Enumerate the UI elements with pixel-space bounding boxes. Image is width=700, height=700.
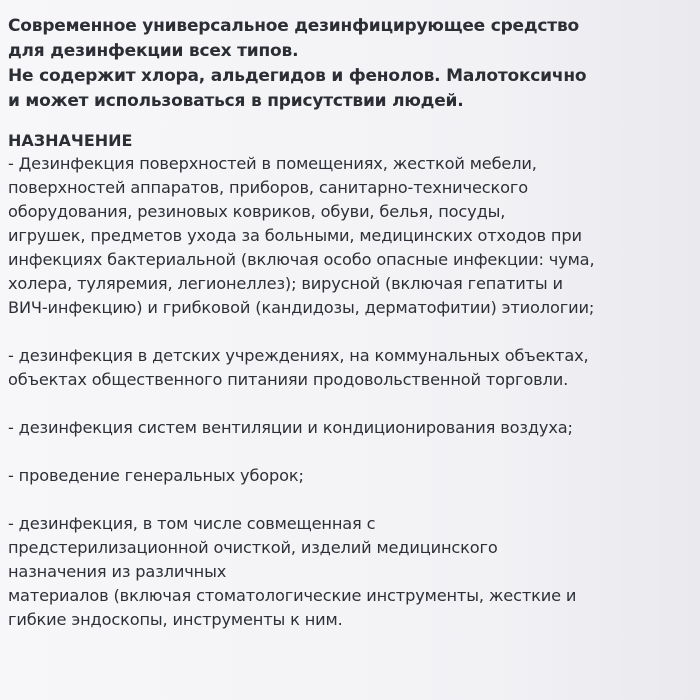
spacer: [8, 440, 694, 464]
text-line: материалов (включая стоматологические инструменты, жесткие и: [8, 586, 577, 605]
spacer: [8, 320, 694, 344]
text-line: оборудования, резиновых ковриков, обуви, белья, посуды,: [8, 202, 506, 221]
intro-block: [8, 14, 694, 114]
intro-line: для дезинфекции всех типов.: [8, 41, 299, 61]
spacer: [8, 488, 694, 512]
text-line: объектах общественного питанияи продовольственной торговли.: [8, 370, 569, 389]
section-heading: НАЗНАЧЕНИЕ: [8, 131, 133, 150]
label-text: [8, 14, 694, 632]
purpose-item-1: [8, 152, 694, 320]
intro-line: и может использоваться в присутствии людей.: [8, 91, 464, 111]
purpose-item-3: [8, 416, 694, 440]
text-line: поверхностей аппаратов, приборов, санитарно-технического: [8, 178, 528, 197]
text-line: - проведение генеральных уборок;: [8, 466, 304, 485]
intro-line: Не содержит хлора, альдегидов и фенолов. Малотоксично: [8, 66, 587, 86]
text-line: игрушек, предметов ухода за больными, медицинских отходов при: [8, 226, 582, 245]
text-line: холера, туляремия, легионеллез); вирусной (включая гепатиты и: [8, 274, 563, 293]
intro-line: Современное универсальное дезинфицирующее средство: [8, 16, 579, 36]
text-line: - дезинфекция систем вентиляции и кондиционирования воздуха;: [8, 418, 573, 437]
text-line: ВИЧ-инфекцию) и грибковой (кандидозы, дерматофитии) этиологии;: [8, 298, 595, 317]
text-line: инфекциях бактериальной (включая особо опасные инфекции: чума,: [8, 250, 595, 269]
text-line: - Дезинфекция поверхностей в помещениях, жесткой мебели,: [8, 154, 537, 173]
text-line: предстерилизационной очисткой, изделий медицинского: [8, 538, 498, 557]
text-line: назначения из различных: [8, 562, 227, 581]
purpose-item-2: [8, 344, 694, 392]
text-line: - дезинфекция, в том числе совмещенная с: [8, 514, 376, 533]
text-line: гибкие эндоскопы, инструменты к ним.: [8, 610, 343, 629]
spacer: [8, 392, 694, 416]
purpose-item-5: [8, 512, 694, 632]
text-line: - дезинфекция в детских учреждениях, на коммунальных объектах,: [8, 346, 589, 365]
purpose-item-4: [8, 464, 694, 488]
